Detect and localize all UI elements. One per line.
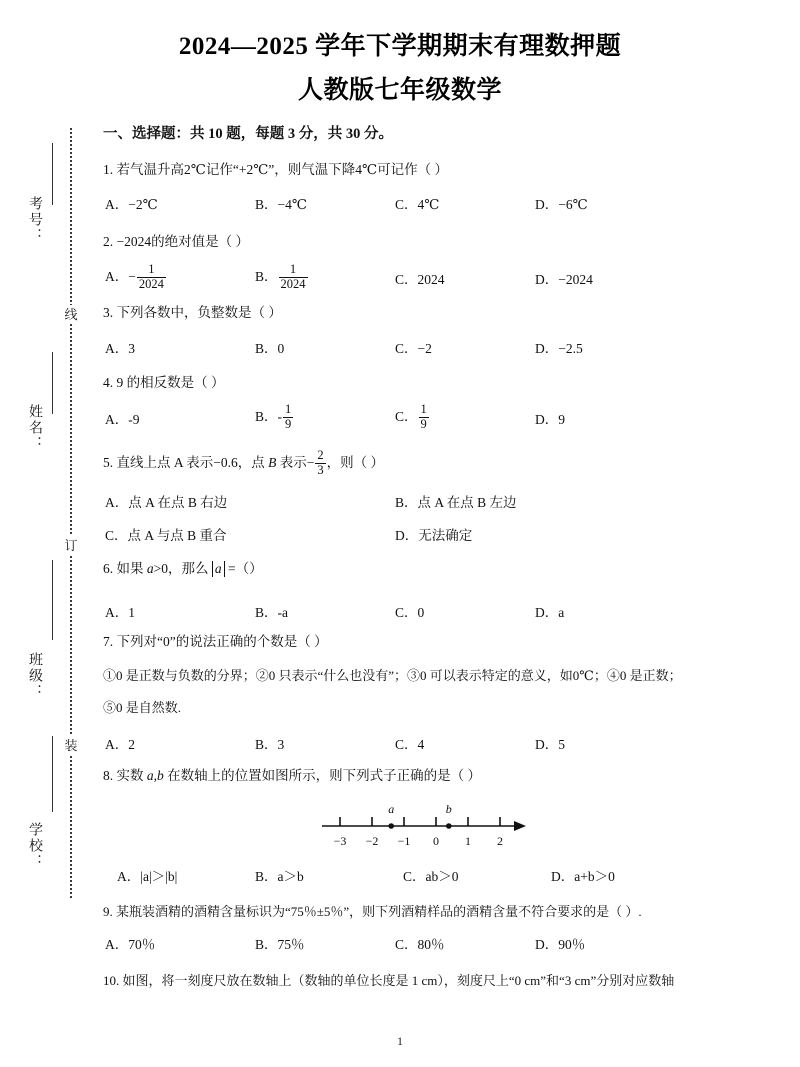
field-rule-school <box>52 736 53 812</box>
field-label-name: 姓名： <box>27 404 42 452</box>
field-rule-exam-number <box>52 143 53 205</box>
question-9-option-a[interactable]: A．70％ <box>105 937 156 952</box>
field-label-school: 学校： <box>27 822 42 870</box>
variables-a-b: a,b <box>146 768 164 783</box>
tick-label-minus-3: −3 <box>333 834 347 848</box>
stem-text: ，则（ ） <box>326 455 384 471</box>
tick-label-two: 2 <box>497 834 503 848</box>
question-7-option-b[interactable]: B．3 <box>255 737 285 752</box>
option-letter: C． <box>395 409 418 425</box>
question-5-option-c[interactable]: C．点 A 与点 B 重合 <box>105 528 227 543</box>
point-b-marker <box>446 823 452 829</box>
variable-a: a <box>146 561 154 576</box>
option-letter: B． <box>255 269 278 285</box>
tick-label-minus-1: −1 <box>397 834 411 848</box>
fraction-one-over-2024: $\frac{1}{2024}$ <box>280 262 306 291</box>
question-7-option-d[interactable]: D．5 <box>535 737 565 752</box>
question-6-option-c[interactable]: C．0 <box>395 605 425 620</box>
question-2-option-d[interactable]: D．−2024 <box>535 272 593 287</box>
question-7-option-c[interactable]: C．4 <box>395 737 425 752</box>
question-9-option-d[interactable]: D．90％ <box>535 937 586 952</box>
stem-text: =（） <box>224 561 263 576</box>
page-title: 2024—2025 学年下学期期末有理数押题 <box>178 33 622 60</box>
question-10-stem: 10. 如图，将一刻度尺放在数轴上（数轴的单位长度是 1 cm），刻度尺上“0 cm”和“3 cm”分别对应数轴 <box>103 973 675 988</box>
question-7-option-a[interactable]: A．2 <box>105 737 135 752</box>
question-9-option-b[interactable]: B．75％ <box>255 937 305 952</box>
number-line-figure <box>318 800 528 850</box>
tick-label-zero: 0 <box>433 834 439 848</box>
question-9-option-c[interactable]: C．80％ <box>395 937 445 952</box>
question-9-stem: 9. 某瓶装酒精的酒精含量标识为“75％±5％”，则下列酒精样品的酒精含量不符合要求的是（ ）. <box>103 904 642 919</box>
question-8-stem <box>103 766 481 786</box>
section-heading-choice: 一、选择题：共 10 题，每题 3 分，共 30 分。 <box>103 126 393 142</box>
question-2-option-c[interactable]: C．2024 <box>395 272 445 287</box>
page-subtitle: 人教版七年级数学 <box>297 77 502 104</box>
option-letter: B．- <box>255 409 282 425</box>
question-5-option-d[interactable]: D．无法确定 <box>395 528 473 543</box>
question-6-stem <box>103 559 263 579</box>
seal-dotted-line <box>70 128 72 898</box>
question-8-option-a[interactable]: A．|a|＞|b| <box>117 869 178 884</box>
question-3-option-a[interactable]: A．3 <box>105 341 135 356</box>
fraction-two-over-three: $\frac{2}{3}$ <box>317 448 324 477</box>
question-3-option-c[interactable]: C．−2 <box>395 341 432 356</box>
question-8-option-b[interactable]: B．a＞b <box>255 869 304 884</box>
question-6-option-d[interactable]: D．a <box>535 605 565 620</box>
option-letter: A． <box>105 269 129 285</box>
fraction-sign: − <box>128 269 136 285</box>
question-4-option-d[interactable]: D．9 <box>535 412 565 427</box>
field-label-class: 班级： <box>27 652 42 700</box>
stem-text: 在数轴上的位置如图所示，则下列式子正确的是（ ） <box>163 768 481 783</box>
question-2-stem: 2. −2024的绝对值是（ ） <box>103 234 249 249</box>
field-rule-class <box>52 560 53 640</box>
question-3-option-b[interactable]: B．0 <box>255 341 285 356</box>
seal-word-ding: 订 <box>61 536 81 555</box>
question-3-stem: 3. 下列各数中，负整数是（ ） <box>103 305 282 320</box>
question-1-stem: 1. 若气温升高2℃记作“+2℃”，则气温下降4℃可记作（ ） <box>103 162 449 177</box>
question-5-option-a[interactable]: A．点 A 在点 B 右边 <box>105 495 228 510</box>
fraction-one-over-2024: $\frac{1}{2024}$ <box>138 262 164 291</box>
point-b-label: b <box>445 802 452 816</box>
question-8-option-d[interactable]: D．a+b＞0 <box>551 869 615 884</box>
question-1-option-c[interactable]: C．4℃ <box>395 197 440 212</box>
question-7-stem: 7. 下列对“0”的说法正确的个数是（ ） <box>103 634 328 649</box>
question-4-stem: 4. 9 的相反数是（ ） <box>103 375 225 390</box>
page-number: 1 <box>397 1034 403 1048</box>
seal-word-zhuang: 装 <box>61 736 81 755</box>
absolute-value-a: a <box>212 561 225 577</box>
stem-text: 5. 直线上点 A 表示−0.6，点 <box>103 455 269 471</box>
stem-text: 8. 实数 <box>103 768 147 783</box>
stem-text: 6. 如果 <box>103 561 147 576</box>
fraction-one-over-nine: $\frac{1}{9}$ <box>420 402 427 431</box>
question-6-option-b[interactable]: B．-a <box>255 605 288 620</box>
point-a-marker <box>388 823 394 829</box>
question-5-stem <box>103 450 384 478</box>
question-7-statements-line-2: ⑤0 是自然数. <box>103 700 182 715</box>
stem-text: >0，那么 <box>153 561 212 576</box>
question-4-option-a[interactable]: A．-9 <box>105 412 140 427</box>
seal-word-xian: 线 <box>61 305 81 324</box>
field-rule-name <box>52 352 53 414</box>
field-label-exam-number: 考号： <box>27 196 42 244</box>
question-4-option-c[interactable] <box>395 404 430 432</box>
question-5-option-b[interactable]: B．点 A 在点 B 左边 <box>395 495 517 510</box>
stem-text: 表示− <box>276 455 315 471</box>
question-8-option-c[interactable]: C．ab＞0 <box>403 869 459 884</box>
variable-b: B <box>268 455 277 471</box>
question-2-option-b[interactable] <box>255 264 309 292</box>
question-6-option-a[interactable]: A．1 <box>105 605 135 620</box>
tick-label-minus-2: −2 <box>365 834 379 848</box>
question-1-option-a[interactable]: A．−2℃ <box>105 197 158 212</box>
question-7-statements-line-1: ①0 是正数与负数的分界；②0 只表示“什么也没有”；③0 可以表示特定的意义，如0℃；④0 是正数； <box>103 668 682 683</box>
tick-label-one: 1 <box>465 834 471 848</box>
question-4-option-b[interactable] <box>255 404 294 432</box>
question-1-option-b[interactable]: B．−4℃ <box>255 197 307 212</box>
point-a-label: a <box>388 802 395 816</box>
question-2-option-a[interactable] <box>105 264 167 292</box>
fraction-one-over-nine: $\frac{1}{9}$ <box>285 402 292 431</box>
question-3-option-d[interactable]: D．−2.5 <box>535 341 583 356</box>
question-1-option-d[interactable]: D．−6℃ <box>535 197 588 212</box>
